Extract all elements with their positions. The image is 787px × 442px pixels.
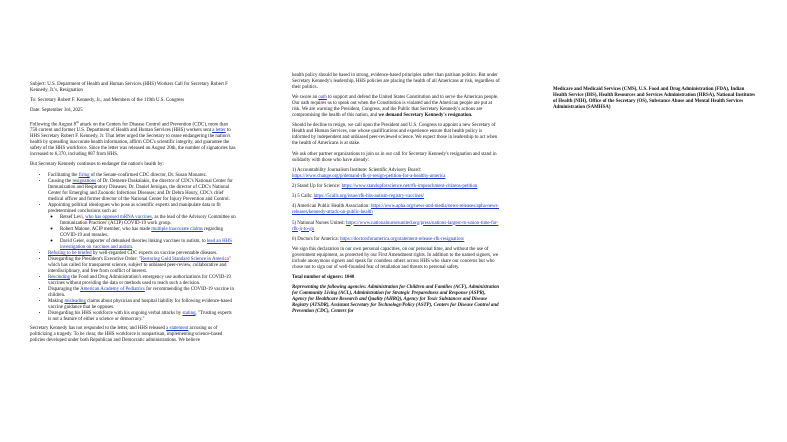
signer-count-text: Total number of signers: 1040 bbox=[292, 275, 355, 281]
column-left bbox=[30, 82, 236, 344]
item-text: , "Trusting experts is not a feature of either a science or democracy." bbox=[48, 310, 232, 322]
agencies-paragraph: Representing the following agencies: Administration for Children and Families (ACF), Administration for Community Living (ACL), Administration for Strategic Preparedness and Response (ASPR), Agency for Healthcare Research and Quality (AHRQ), Agency for Toxic Substances and Disease Registry (ATSDR), Assistant Secretary for Technology/Policy (ASTP), Centers for Disease Control and Prevention (CDC), Centers for bbox=[292, 285, 500, 315]
endanger-lead: But Secretary Kennedy continues to endanger the nation's health by: bbox=[30, 162, 164, 168]
resignation-demand: we demand Secretary Kennedy's resignation. bbox=[378, 113, 473, 119]
rescinding-link[interactable]: Rescinding bbox=[48, 274, 71, 280]
org-url-link[interactable]: https://www.nationalnursesunited.org/press/nations-largest-rn-union-time-for-rfk-jr-to-go bbox=[292, 220, 499, 232]
policy-paragraph: health policy should be based in strong, evidence-based principles rather than partisan politics. But under Secretary Kennedy's leadership, HHS policies are placing the health of all Americans at risk, regardless of their politics. bbox=[292, 73, 500, 90]
item-text: Disregarding the President's Executive Order: " bbox=[48, 256, 141, 262]
column-middle bbox=[292, 73, 500, 315]
item-text: the Food and Drug Administration's emergency use authorizations for COVID-19 vaccines without providing the data or methods used to reach such a decision. bbox=[48, 274, 231, 286]
list-item bbox=[48, 275, 236, 287]
ordinal-sup: th bbox=[76, 119, 79, 124]
item-text: for recommending the COVID-19 vaccine in children. bbox=[48, 286, 234, 298]
closing-paragraph bbox=[30, 326, 236, 344]
inaccurate-claims-link[interactable]: multiple inaccurate claims bbox=[151, 226, 203, 232]
closing-text: Secretary Kennedy has not responded to the letter, and HHS released bbox=[30, 325, 167, 331]
sub-list-item bbox=[60, 215, 236, 227]
org-url-link[interactable]: https://doctorsforamerica.org/statement-release-rfk-resignation/ bbox=[340, 236, 465, 242]
misleading-link[interactable]: misleading bbox=[64, 298, 86, 304]
list-item bbox=[48, 179, 236, 203]
sub-list-item bbox=[60, 227, 236, 239]
firing-link[interactable]: firing bbox=[78, 172, 90, 178]
item-text: Disregarding his HHS workforce with his ongoing verbal attacks by bbox=[48, 310, 183, 316]
mrna-link[interactable]: who has opposed mRNA vaccines bbox=[85, 214, 152, 220]
sub-list bbox=[48, 215, 236, 251]
letter-link[interactable]: a letter bbox=[212, 128, 226, 134]
refusing-briefed-link[interactable]: Refusing to be briefed bbox=[48, 250, 92, 256]
org-label: 5) National Nurses United: bbox=[292, 220, 345, 226]
actions-list bbox=[30, 173, 236, 323]
date-line: Date: September 3rd, 2025 bbox=[30, 108, 83, 114]
oath-link[interactable]: oath bbox=[318, 95, 327, 101]
signer-count bbox=[292, 275, 500, 281]
org-entry bbox=[292, 168, 500, 180]
list-item bbox=[48, 311, 236, 323]
item-text: Facilitating the bbox=[48, 172, 79, 178]
item-text: Appointing political ideologues who pose as scientific experts and manipulate data to fit predetermined conclusions such as: bbox=[48, 202, 221, 214]
item-text: David Geier, supporter of debunked theories linking vaccines to autism, to bbox=[60, 238, 207, 244]
resignations-link[interactable]: resignations bbox=[72, 178, 97, 184]
intro-text: attack on the Centers for Disease Control and Prevention (CDC), more than 750 current and former U.S. Department of Health and Human Services (HHS) workers sent bbox=[30, 122, 228, 134]
oath-paragraph bbox=[292, 95, 500, 119]
aap-link[interactable]: American Academy of Pediatrics bbox=[80, 286, 145, 292]
closing-text: accusing us of politicizing a tragedy. To be clear, the HHS workforce is nonpartisan, implementing science-based policies developed under both Republican and Democratic administrations. We believe bbox=[30, 325, 223, 343]
sub-list-item bbox=[60, 239, 236, 251]
org-entry bbox=[292, 184, 500, 190]
oath-text: to support and defend the United States Constitution and to serve the American people. Our oath requires us to speak out when the Constitution is violated and the American people are put at risk. We are warning the President, Congress, and the Public that Secretary Kennedy's actions are compromising the health of this nation, and bbox=[292, 95, 499, 119]
declaration-paragraph: We sign this declaration in our own personal capacities, on our personal time, and without the use of government equipment, as protected by our First Amendment rights. In addition to the named signers, we include anonymous signers and speak for countless others across HHS who share our concerns but who chose not to sign out of well-founded fear of retaliation and threats to personal safety. bbox=[292, 246, 499, 270]
intro-text: Following the August 8 bbox=[30, 122, 77, 128]
org-label: 1) Accountability Journalism Institute: Scientific Advisory Board: bbox=[292, 167, 422, 173]
intro-paragraph bbox=[30, 119, 236, 159]
item-text: Making bbox=[48, 298, 65, 304]
org-entry bbox=[292, 237, 500, 243]
item-text: regarding COVID-19 and measles. bbox=[60, 226, 223, 238]
item-text: . bbox=[131, 244, 134, 250]
list-item bbox=[48, 257, 236, 275]
agencies-continued bbox=[553, 87, 759, 111]
list-item bbox=[48, 287, 236, 299]
subject-line: Subject: U.S. Department of Health and Human Services (HHS) Workers Call for Secretary Robert F Kennedy, Jr.'s, Resignation bbox=[30, 82, 228, 93]
gold-standard-link[interactable]: Restoring Gold Standard Science in America bbox=[140, 256, 229, 262]
oath-text: We swore an bbox=[292, 95, 319, 101]
item-text: Retsef Levi, bbox=[60, 214, 86, 220]
item-text: claims about physician and hospital liability for following evidence-based vaccine guidance that he opposes. bbox=[48, 298, 232, 310]
org-label: 2) Stand Up for Science: bbox=[292, 183, 341, 189]
item-text: Disparaging the bbox=[48, 286, 81, 292]
item-text: Robert Malone, ACIP member, who has made bbox=[60, 226, 152, 232]
agencies-continued-text: Medicare and Medicaid Services (CMS), U.S. Food and Drug Administration (FDA), Indian Health Service (IHS), Health Resources and Services Administration (HRSA), National Institutes of Health (NIH), Office of the Secretary (OS), Substance Abuse and Mental Health Services Administration (SAMHSA) bbox=[553, 87, 756, 110]
item-text: Causing the bbox=[48, 178, 73, 184]
list-item bbox=[48, 203, 236, 251]
org-entry bbox=[292, 194, 500, 200]
item-text: " which has called for transparent science, subject to unbiased peer-review, collaborative and interdisciplinary, and free from conflict of interest. bbox=[48, 256, 231, 274]
investigation-link[interactable]: lead an HHS investigation on vaccines and autism bbox=[60, 238, 232, 250]
to-line: To: Secretary Robert F. Kennedy, Jr., and Members of the 119th U.S. Congress bbox=[30, 98, 185, 104]
item-text: by well-regarded CDC experts on vaccine preventable diseases. bbox=[91, 250, 218, 256]
org-label: 6) Doctors for America: bbox=[292, 236, 339, 242]
org-url-link[interactable]: https://www.standupforscience.net/rfk-impeachment-citizens-petition bbox=[341, 183, 478, 189]
org-url-link[interactable]: https://www.apha.org/news-and-media/news-releases/apha-news-releases/kennedy-attack-on-public-health bbox=[292, 204, 500, 216]
partners-paragraph: We ask other partner organizations to join us in our call for Secretary Kennedy's resignation and stand in solidarity with those who have already: bbox=[292, 151, 497, 163]
statement-link[interactable]: a statement bbox=[166, 325, 189, 331]
decline-paragraph: Should he decline to resign, we call upon the President and U.S. Congress to appoint a new Secretary of Health and Human Services, one whose qualifications and experience ensure that health policy is informed by independent and unbiased peer-reviewed science. We expect those in leadership to act when the health of Americans is at stake. bbox=[292, 123, 498, 147]
org-entry bbox=[292, 204, 500, 216]
intro-text: to HHS Secretary Robert F. Kennedy, Jr. That letter urged the Secretary to cease endangering the nation's health by spreading inaccurate health information, affirm CDC's scientific integrity, and guarantee the safety of the HHS workforce. Since the letter was released on August 20th, the number of signatories has increased to 6,370, including 887 from HHS. bbox=[30, 128, 236, 158]
list-item bbox=[48, 299, 236, 311]
item-text: , as the lead of the Advisory Committee on Immunization Practices' (ACIP) COVID-19 work group. bbox=[60, 214, 236, 226]
org-url-link[interactable]: https://www.change.org/p/demand-rfk-jr-resign-petition-for-a-healthy-america bbox=[292, 173, 446, 179]
item-text: of the Senate-confirmed CDC director, Dr. Susan Monarez. bbox=[89, 172, 207, 178]
column-right bbox=[553, 87, 759, 111]
item-text: of Dr. Demetre Daskalakis, the director of CDC's National Center for Immunization and Respiratory Diseases; Dr. Daniel Jernigan, the director of CDC's National Center for Emerging and Zoonotic Infectious Diseases; and Dr Debra Houry, CDC's chief medical officer and former director of the National Center for Injury Prevention and Control. bbox=[48, 178, 233, 202]
org-url-link[interactable]: https://5calls.org/issue/rfk-hhs-autism-registry-vaccines/ bbox=[313, 194, 424, 200]
stating-link[interactable]: stating bbox=[182, 310, 196, 316]
org-label: 4) American Public Health Association: bbox=[292, 204, 370, 210]
org-entry bbox=[292, 221, 500, 233]
org-label: 3) 5 Calls: bbox=[292, 194, 313, 200]
